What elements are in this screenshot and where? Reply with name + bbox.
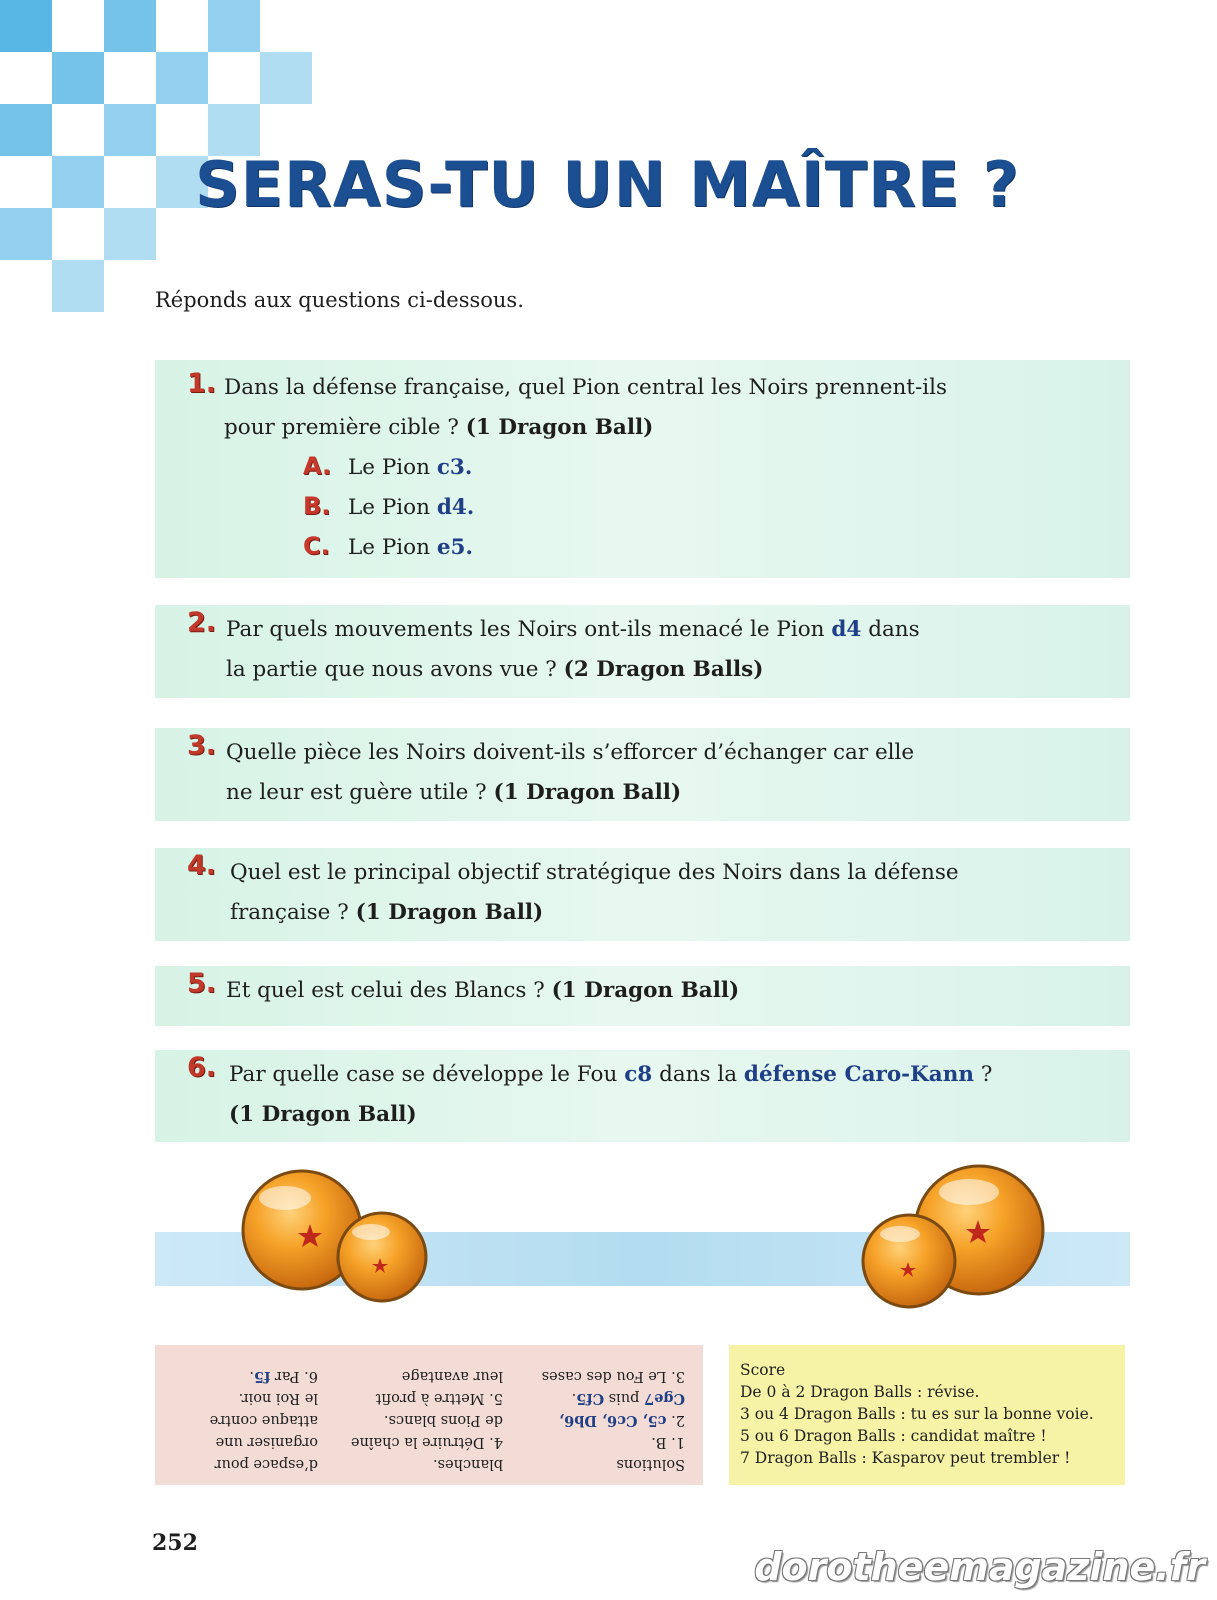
- question-number: 1.: [187, 368, 217, 399]
- solutions-heading: Solutions: [616, 1456, 685, 1472]
- option-c: Le Pion e5.: [348, 535, 473, 560]
- question-text: Et quel est celui des Blancs ? (1 Dragon Ball): [226, 978, 740, 1003]
- solutions-column-2: [351, 1365, 503, 1475]
- option-b: Le Pion d4.: [348, 495, 475, 520]
- option-letter-a: A.: [303, 452, 332, 480]
- question-text: la partie que nous avons vue ? (2 Dragon Balls): [226, 657, 764, 682]
- question-text: Quel est le principal objectif stratégique des Noirs dans la défense: [230, 860, 959, 885]
- question-4-box: [155, 848, 1130, 941]
- solution-5-cont: attaque contre: [209, 1412, 318, 1428]
- checker-square: [0, 208, 52, 260]
- question-text: Dans la défense française, quel Pion central les Noirs prennent-ils: [224, 375, 948, 400]
- checker-square: [0, 0, 52, 52]
- score-line: De 0 à 2 Dragon Balls : révise.: [740, 1383, 980, 1401]
- question-number: 6.: [187, 1052, 217, 1083]
- checker-square: [52, 260, 104, 312]
- score-line: 7 Dragon Balls : Kasparov peut trembler !: [740, 1449, 1071, 1467]
- solution-3: 3. Le Fou des cases: [541, 1368, 685, 1384]
- score-heading: Score: [740, 1361, 786, 1379]
- score-box: [729, 1345, 1125, 1485]
- checker-square: [260, 52, 312, 104]
- checker-square: [0, 104, 52, 156]
- question-text: Par quelle case se développe le Fou c8 dans la défense Caro-Kann ?: [229, 1062, 993, 1087]
- option-letter-c: C.: [303, 532, 330, 560]
- checker-square: [52, 156, 104, 208]
- question-text: ne leur est guère utile ? (1 Dragon Ball): [226, 780, 682, 805]
- score-line: 3 ou 4 Dragon Balls : tu es sur la bonne voie.: [740, 1405, 1094, 1423]
- checker-square: [104, 208, 156, 260]
- checker-square: [52, 52, 104, 104]
- solution-4: 4. Détruire la chaîne: [350, 1434, 503, 1450]
- solutions-column-1: [542, 1365, 685, 1475]
- page-title: SERAS-TU UN MAÎTRE ?: [195, 148, 1020, 221]
- question-text: Par quels mouvements les Noirs ont-ils menacé le Pion d4 dans: [226, 617, 920, 642]
- page-number: 252: [152, 1530, 198, 1556]
- dragon-ball-icon: [335, 1210, 429, 1304]
- solution-5: 5. Mettre à profit: [375, 1390, 503, 1406]
- solution-5-cont: d’espace pour: [214, 1456, 318, 1472]
- solution-5-cont: le Roi noir.: [238, 1390, 318, 1406]
- question-6-box: [155, 1050, 1130, 1142]
- question-2-box: [155, 605, 1130, 698]
- option-letter-b: B.: [303, 492, 331, 520]
- solution-2-cont: Cge7 puis Cf5.: [571, 1390, 685, 1407]
- solution-6: 6. Par f5.: [249, 1368, 318, 1385]
- question-number: 2.: [187, 607, 217, 638]
- score-line: 5 ou 6 Dragon Balls : candidat maître !: [740, 1427, 1047, 1445]
- solutions-box: [155, 1345, 703, 1485]
- question-number: 3.: [187, 730, 217, 761]
- checker-square: [208, 0, 260, 52]
- question-number: 5.: [187, 968, 217, 999]
- solution-5-cont: organiser une: [215, 1434, 318, 1450]
- checker-square: [104, 0, 156, 52]
- question-5-box: [155, 966, 1130, 1026]
- checker-square: [104, 104, 156, 156]
- solution-5-cont: leur avantage: [401, 1368, 503, 1384]
- solution-1: 1. B.: [651, 1434, 685, 1450]
- question-text: française ? (1 Dragon Ball): [230, 900, 544, 925]
- solution-2: 2. c5, Cc6, Db6,: [559, 1412, 685, 1429]
- checker-square: [156, 52, 208, 104]
- question-text: Quelle pièce les Noirs doivent-ils s’efforcer d’échanger car elle: [226, 740, 915, 765]
- question-number: 4.: [187, 850, 217, 881]
- solutions-inverted: [155, 1345, 703, 1485]
- question-1-box: [155, 360, 1130, 578]
- dragon-ball-icon: [860, 1212, 958, 1310]
- intro-text: Réponds aux questions ci-dessous.: [155, 288, 524, 312]
- option-a: Le Pion c3.: [348, 455, 473, 480]
- watermark: dorotheemagazine.fr: [754, 1545, 1205, 1589]
- solution-4-cont: de Pions blancs.: [383, 1412, 503, 1428]
- question-text: pour première cible ? (1 Dragon Ball): [224, 415, 654, 440]
- question-3-box: [155, 728, 1130, 821]
- solution-3-cont: blanches.: [433, 1456, 503, 1472]
- question-text: (1 Dragon Ball): [229, 1102, 417, 1127]
- solutions-column-3: [210, 1365, 318, 1475]
